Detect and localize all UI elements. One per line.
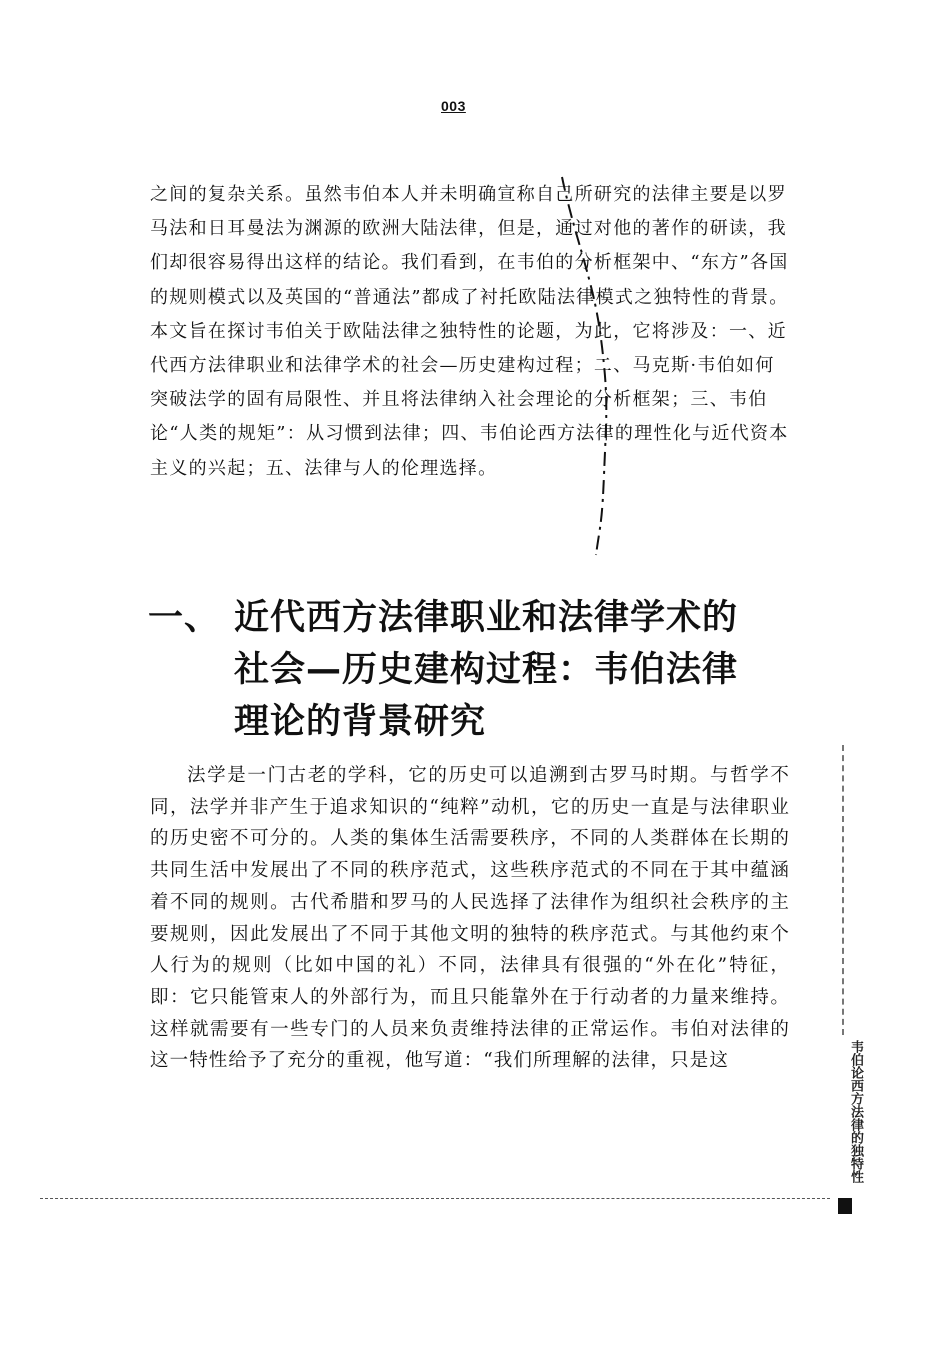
footer-divider: [40, 1198, 830, 1199]
section-heading-line-1: [148, 592, 798, 644]
section-heading-line-3: 理论的背景研究: [234, 702, 487, 742]
running-title: 韦伯论西方法律的独特性: [848, 1040, 863, 1183]
margin-divider: [842, 745, 844, 1035]
section-title-part-1: 近代西方法律职业和法律学术的: [234, 598, 739, 638]
body-paragraph: 法学是一门古老的学科，它的历史可以追溯到古罗马时期。与哲学不同，法学并非产生于追求知识的“纯粹”动机，它的历史一直是与法律职业的历史密不可分的。人类的集体生活需要秩序，不同的人类群体在长期的共同生活中发展出了不同的秩序范式，这些秩序范式的不同在于其中蕴涵着不同的规则。古代希腊和罗马的人民选择了法律作为组织社会秩序的主要规则，因此发展出了不同于其他文明的独特的秩序范式。与其他约束个人行为的规则（比如中国的礼）不同，法律具有很强的“外在化”特征，即：它只能管束人的外部行为，而且只能靠外在于行动者的力量来维持。这样就需要有一些专门的人员来负责维持法律的正常运作。韦伯对法律的这一特性给予了充分的重视，他写道：“我们所理解的法律，只是这: [150, 765, 790, 1072]
intro-paragraph: 之间的复杂关系。虽然韦伯本人并未明确宣称自己所研究的法律主要是以罗马法和日耳曼法为渊源的欧洲大陆法律，但是，通过对他的著作的研读，我们却很容易得出这样的结论。我们看到，在韦伯的分析框架中、“东方”各国的规则模式以及英国的“普通法”都成了衬托欧陆法律模式之独特性的背景。本文旨在探讨韦伯关于欧陆法律之独特性的论题，为此，它将涉及：一、近代西方法律职业和法律学术的社会—历史建构过程；二、马克斯·韦伯如何突破法学的固有局限性、并且将法律纳入社会理论的分析框架；三、韦伯论“人类的规矩”：从习惯到法律；四、韦伯论西方法律的理性化与近代资本主义的兴起；五、法律与人的伦理选择。: [150, 184, 789, 479]
section-heading-line-2: 社会—历史建构过程：韦伯法律: [234, 650, 739, 690]
intro-paragraph-block: [150, 178, 790, 486]
corner-mark: [838, 1198, 852, 1214]
section-heading: [148, 592, 798, 748]
page-number: 003: [441, 98, 466, 114]
body-text-block: [150, 760, 790, 1077]
section-number: 一、: [148, 598, 221, 638]
